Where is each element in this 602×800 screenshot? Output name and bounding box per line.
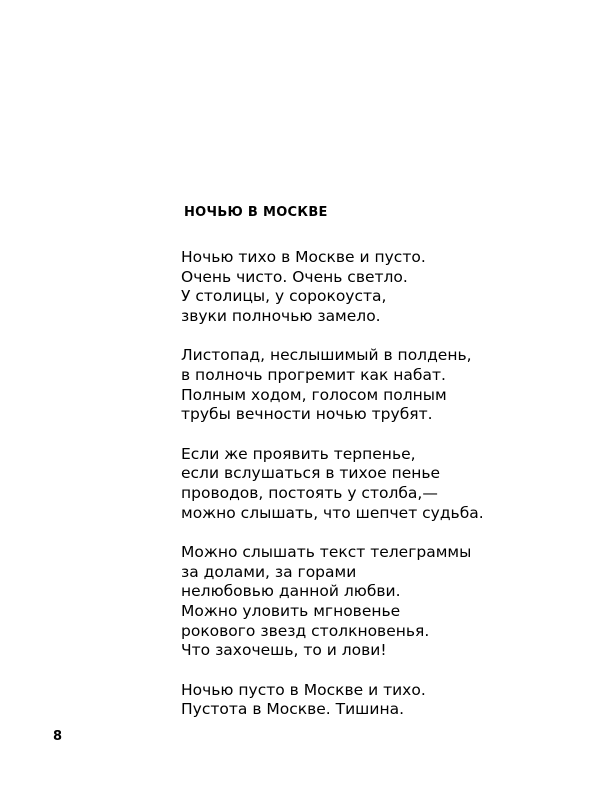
poem-line: звуки полночью замело.	[181, 306, 381, 325]
poem-line: Можно уловить мгновенье	[181, 601, 401, 620]
poem-title: НОЧЬЮ В МОСКВЕ	[184, 205, 328, 220]
poem-line: проводов, постоять у столба,—	[181, 483, 438, 502]
poem-body	[181, 248, 581, 720]
poem-line: Листопад, неслышимый в полдень,	[181, 346, 472, 365]
stanza-5	[181, 681, 581, 720]
poem-line: Ночью тихо в Москве и пусто.	[181, 248, 426, 266]
poem-line: Очень чисто. Очень светло.	[181, 267, 408, 286]
page-number: 8	[53, 729, 63, 744]
poem-line: Ночью пусто в Москве и тихо.	[181, 680, 426, 699]
stanza-1	[181, 248, 581, 326]
poem-line: Полным ходом, голосом полным	[181, 385, 447, 404]
poem-line: Можно слышать текст телеграммы	[181, 543, 472, 562]
poem-line: если вслушаться в тихое пенье	[181, 464, 441, 483]
poem-line: трубы вечности ночью трубят.	[181, 405, 433, 424]
poem-line: Что захочешь, то и лови!	[181, 641, 387, 660]
poem-line: рокового звезд столкновенья.	[181, 621, 430, 640]
stanza-2	[181, 346, 581, 424]
stanza-3	[181, 445, 581, 523]
stanza-4	[181, 543, 581, 661]
poem-line: нелюбовью данной любви.	[181, 582, 401, 601]
poem-line: Если же проявить терпенье,	[181, 444, 416, 463]
poem-line: У столицы, у сорокоуста,	[181, 287, 387, 306]
poem-line: за долами, за горами	[181, 562, 357, 581]
poem-line: в полночь прогремит как набат.	[181, 365, 446, 384]
poem-line: можно слышать, что шепчет судьба.	[181, 503, 484, 522]
poem-line: Пустота в Москве. Тишина.	[181, 700, 405, 719]
